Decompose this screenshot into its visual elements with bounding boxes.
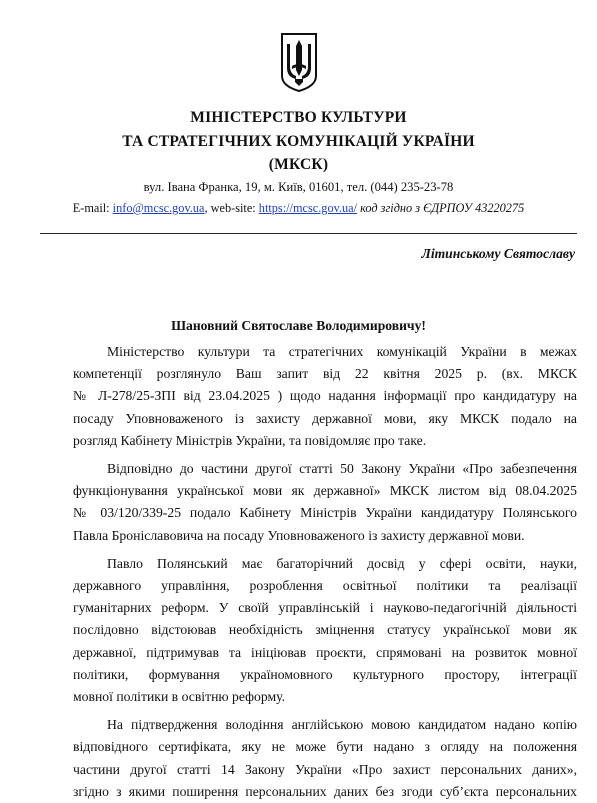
email-label: E-mail:	[72, 201, 113, 215]
ministry-address: вул. Івана Франка, 19, м. Київ, 01601, тел. (044) 235-23-78	[143, 180, 454, 194]
ministry-name-line1: МІНІСТЕРСТВО КУЛЬТУРИ	[190, 109, 407, 126]
body-line: розгляд Кабінету Міністрів України, та повідомляє про таке.	[73, 432, 427, 448]
letter-body	[73, 341, 577, 803]
body-line: № Л-278/25-ЗПІ від 23.04.2025 ) щодо надання інформації про кандидатуру на	[73, 388, 577, 404]
website-label: , web-site:	[204, 201, 259, 215]
email-link[interactable]: info@mcsc.gov.ua	[112, 201, 205, 215]
body-line: частини другої статті 14 Закону України «Про захист персональних даних»,	[73, 761, 577, 777]
ministry-name-line2: ТА СТРАТЕГІЧНИХ КОМУНІКАЦІЙ УКРАЇНИ	[122, 133, 475, 150]
body-line: мовної політики в освітню реформу.	[73, 689, 286, 705]
body-line: згідно з якими поширення персональних даних без згоди суб’єкта персональних	[73, 783, 577, 799]
header-divider	[40, 233, 577, 234]
edrpou-code: код згідно з ЄДРПОУ 43220275	[357, 201, 525, 215]
body-line: гуманітарних реформ. У своїй управлінській і науково-педагогічній діяльності	[73, 600, 577, 616]
body-line: державного управління, розроблення освітньої політики та реалізації	[73, 578, 577, 594]
salutation: Шановний Святославе Володимировичу!	[171, 318, 426, 333]
body-line: відповідного сертифіката, яку не може бути надано з огляду на положення	[73, 739, 577, 755]
body-line: Міністерство культури та стратегічних комунікацій України в межах	[107, 344, 577, 359]
body-line: Павла Броніславовича на посаду Уповноваженого із захисту державної мови.	[73, 527, 525, 543]
body-line: Відповідно до частини другої статті 50 Закону України «Про забезпечення	[107, 461, 577, 477]
ministry-abbreviation: (МКСК)	[268, 156, 329, 173]
body-line: Павло Полянський має багаторічний досвід у сфері освіти, науки,	[107, 555, 577, 571]
ministry-contacts	[0, 201, 597, 216]
body-line: політики, формування україномовного культурного простору, інтеграції	[73, 666, 577, 682]
body-line: державної, підтримував та ініціював проєкти, спрямовані на розвиток мовної	[73, 644, 577, 660]
body-line: послідовно відстоював необхідність зміцнення статусу української мови як	[73, 622, 577, 638]
addressee: Літинському Святославу	[421, 246, 575, 261]
body-line: посаду Уповноваженого із захисту державної мови, яку МКСК подало на	[73, 410, 577, 426]
body-line: функціонування української мови як державної» МКСК листом від 08.04.2025	[73, 483, 577, 499]
website-link[interactable]: https://mcsc.gov.ua/	[258, 201, 358, 215]
trident-emblem-icon	[278, 32, 320, 92]
body-line: компетенції розглянуло Ваш запит від 22 квітня 2025 р. (вх. МКСК	[73, 366, 577, 382]
body-line: № 03/120/339-25 подало Кабінету Міністрів України кандидатуру Полянського	[73, 505, 577, 521]
body-line: На підтвердження володіння англійською мовою кандидатом надано копію	[107, 717, 577, 733]
